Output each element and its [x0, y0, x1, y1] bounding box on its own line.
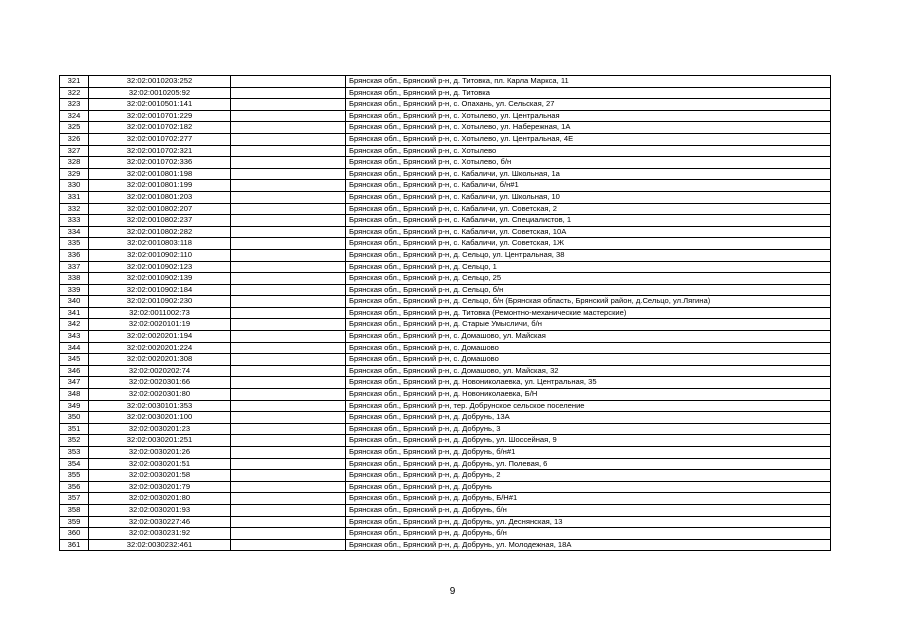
table-row: [60, 447, 831, 459]
row-number-cell: 359: [60, 516, 89, 528]
table-row: [60, 342, 831, 354]
row-number-cell: 335: [60, 238, 89, 250]
empty-cell: [231, 215, 346, 227]
empty-cell: [231, 249, 346, 261]
row-number-cell: 353: [60, 447, 89, 459]
address-cell: Брянская обл., Брянский р-н, с. Опахань, ул. Сельская, 27: [346, 99, 831, 111]
empty-cell: [231, 261, 346, 273]
address-cell: Брянская обл., Брянский р-н, с. Кабаличи, ул. Специалистов, 1: [346, 215, 831, 227]
table-row: [60, 203, 831, 215]
table-row: [60, 133, 831, 145]
table-row: [60, 412, 831, 424]
table-row: [60, 539, 831, 551]
empty-cell: [231, 412, 346, 424]
cadastral-number-cell: 32:02:0010702:182: [89, 122, 231, 134]
property-register-table: [59, 75, 831, 551]
empty-cell: [231, 238, 346, 250]
table-row: [60, 76, 831, 88]
cadastral-number-cell: 32:02:0010802:237: [89, 215, 231, 227]
cadastral-number-cell: 32:02:0030231:92: [89, 528, 231, 540]
cadastral-number-cell: 32:02:0030201:26: [89, 447, 231, 459]
empty-cell: [231, 87, 346, 99]
row-number-cell: 348: [60, 389, 89, 401]
cadastral-number-cell: 32:02:0011002:73: [89, 307, 231, 319]
address-cell: Брянская обл., Брянский р-н, с. Домашово, ул. Майская: [346, 331, 831, 343]
address-cell: Брянская обл., Брянский р-н, д. Сельцо, 25: [346, 273, 831, 285]
cadastral-number-cell: 32:02:0020301:66: [89, 377, 231, 389]
address-cell: Брянская обл., Брянский р-н, д. Добрунь: [346, 481, 831, 493]
row-number-cell: 347: [60, 377, 89, 389]
table-row: [60, 504, 831, 516]
table-row: [60, 331, 831, 343]
cadastral-number-cell: 32:02:0010801:199: [89, 180, 231, 192]
cadastral-number-cell: 32:02:0020201:308: [89, 354, 231, 366]
row-number-cell: 344: [60, 342, 89, 354]
empty-cell: [231, 122, 346, 134]
row-number-cell: 331: [60, 191, 89, 203]
cadastral-number-cell: 32:02:0010801:203: [89, 191, 231, 203]
address-cell: Брянская обл., Брянский р-н, с. Кабаличи, ул. Советская, 1Ж: [346, 238, 831, 250]
row-number-cell: 322: [60, 87, 89, 99]
address-cell: Брянская обл., Брянский р-н, с. Хотылево, б/н: [346, 157, 831, 169]
row-number-cell: 325: [60, 122, 89, 134]
row-number-cell: 355: [60, 470, 89, 482]
empty-cell: [231, 307, 346, 319]
row-number-cell: 356: [60, 481, 89, 493]
row-number-cell: 345: [60, 354, 89, 366]
empty-cell: [231, 331, 346, 343]
cadastral-number-cell: 32:02:0030201:51: [89, 458, 231, 470]
table-row: [60, 238, 831, 250]
address-cell: Брянская обл., Брянский р-н, д. Добрунь, ул. Шоссейная, 9: [346, 435, 831, 447]
cadastral-number-cell: 32:02:0010902:110: [89, 249, 231, 261]
address-cell: Брянская обл., Брянский р-н, с. Хотылево, ул. Центральная: [346, 110, 831, 122]
cadastral-number-cell: 32:02:0010802:207: [89, 203, 231, 215]
address-cell: Брянская обл., Брянский р-н, д. Добрунь, 13А: [346, 412, 831, 424]
row-number-cell: 328: [60, 157, 89, 169]
empty-cell: [231, 203, 346, 215]
cadastral-number-cell: 32:02:0010902:123: [89, 261, 231, 273]
address-cell: Брянская обл., Брянский р-н, д. Старые Умысличи, б/н: [346, 319, 831, 331]
row-number-cell: 323: [60, 99, 89, 111]
address-cell: Брянская обл., Брянский р-н, д. Добрунь, 2: [346, 470, 831, 482]
table-row: [60, 180, 831, 192]
empty-cell: [231, 110, 346, 122]
empty-cell: [231, 296, 346, 308]
table-row: [60, 481, 831, 493]
table-row: [60, 365, 831, 377]
row-number-cell: 326: [60, 133, 89, 145]
address-cell: Брянская обл., Брянский р-н, д. Сельцо, б/н (Брянская область, Брянский район, д.Сельцо, ул.Лягина): [346, 296, 831, 308]
cadastral-number-cell: 32:02:0020201:224: [89, 342, 231, 354]
address-cell: Брянская обл., Брянский р-н, тер. Добрунское сельское поселение: [346, 400, 831, 412]
address-cell: Брянская обл., Брянский р-н, д. Титовка (Ремонтно-механические мастерские): [346, 307, 831, 319]
cadastral-number-cell: 32:02:0030101:353: [89, 400, 231, 412]
table-row: [60, 168, 831, 180]
empty-cell: [231, 157, 346, 169]
row-number-cell: 354: [60, 458, 89, 470]
empty-cell: [231, 76, 346, 88]
row-number-cell: 339: [60, 284, 89, 296]
table-row: [60, 458, 831, 470]
cadastral-number-cell: 32:02:0030201:79: [89, 481, 231, 493]
empty-cell: [231, 273, 346, 285]
cadastral-number-cell: 32:02:0030201:251: [89, 435, 231, 447]
address-cell: Брянская обл., Брянский р-н, с. Домашово: [346, 354, 831, 366]
cadastral-number-cell: 32:02:0020202:74: [89, 365, 231, 377]
table-row: [60, 226, 831, 238]
row-number-cell: 338: [60, 273, 89, 285]
address-cell: Брянская обл., Брянский р-н, д. Добрунь, б/н#1: [346, 447, 831, 459]
address-cell: Брянская обл., Брянский р-н, с. Домашово: [346, 342, 831, 354]
row-number-cell: 332: [60, 203, 89, 215]
register-table-body: [60, 76, 831, 551]
address-cell: Брянская обл., Брянский р-н, с. Кабаличи, ул. Советская, 10А: [346, 226, 831, 238]
address-cell: Брянская обл., Брянский р-н, д. Добрунь, б/н: [346, 504, 831, 516]
page-number: 9: [449, 586, 456, 597]
empty-cell: [231, 504, 346, 516]
empty-cell: [231, 342, 346, 354]
address-cell: Брянская обл., Брянский р-н, с. Хотылево, ул. Набережная, 1А: [346, 122, 831, 134]
cadastral-number-cell: 32:02:0020201:194: [89, 331, 231, 343]
row-number-cell: 357: [60, 493, 89, 505]
row-number-cell: 351: [60, 423, 89, 435]
cadastral-number-cell: 32:02:0010702:277: [89, 133, 231, 145]
empty-cell: [231, 226, 346, 238]
address-cell: Брянская обл., Брянский р-н, д. Титовка: [346, 87, 831, 99]
cadastral-number-cell: 32:02:0020301:80: [89, 389, 231, 401]
row-number-cell: 333: [60, 215, 89, 227]
empty-cell: [231, 99, 346, 111]
row-number-cell: 352: [60, 435, 89, 447]
empty-cell: [231, 493, 346, 505]
cadastral-number-cell: 32:02:0010902:139: [89, 273, 231, 285]
empty-cell: [231, 180, 346, 192]
empty-cell: [231, 365, 346, 377]
row-number-cell: 321: [60, 76, 89, 88]
cadastral-number-cell: 32:02:0010501:141: [89, 99, 231, 111]
address-cell: Брянская обл., Брянский р-н, с. Хотылево, ул. Центральная, 4Е: [346, 133, 831, 145]
table-row: [60, 377, 831, 389]
address-cell: Брянская обл., Брянский р-н, д. Добрунь, ул. Полевая, 6: [346, 458, 831, 470]
cadastral-number-cell: 32:02:0010801:198: [89, 168, 231, 180]
address-cell: Брянская обл., Брянский р-н, с. Кабаличи, ул. Школьная, 10: [346, 191, 831, 203]
row-number-cell: 327: [60, 145, 89, 157]
empty-cell: [231, 377, 346, 389]
address-cell: Брянская обл., Брянский р-н, д. Сельцо, 1: [346, 261, 831, 273]
cadastral-number-cell: 32:02:0010203:252: [89, 76, 231, 88]
address-cell: Брянская обл., Брянский р-н, с. Хотылево: [346, 145, 831, 157]
cadastral-number-cell: 32:02:0010802:282: [89, 226, 231, 238]
table-row: [60, 400, 831, 412]
empty-cell: [231, 539, 346, 551]
cadastral-number-cell: 32:02:0030201:100: [89, 412, 231, 424]
empty-cell: [231, 354, 346, 366]
row-number-cell: 343: [60, 331, 89, 343]
empty-cell: [231, 389, 346, 401]
empty-cell: [231, 191, 346, 203]
row-number-cell: 341: [60, 307, 89, 319]
address-cell: Брянская обл., Брянский р-н, д. Добрунь, ул. Молодежная, 18А: [346, 539, 831, 551]
row-number-cell: 334: [60, 226, 89, 238]
table-row: [60, 319, 831, 331]
address-cell: Брянская обл., Брянский р-н, д. Добрунь, б/н: [346, 528, 831, 540]
row-number-cell: 340: [60, 296, 89, 308]
empty-cell: [231, 516, 346, 528]
empty-cell: [231, 481, 346, 493]
empty-cell: [231, 168, 346, 180]
empty-cell: [231, 423, 346, 435]
empty-cell: [231, 284, 346, 296]
address-cell: Брянская обл., Брянский р-н, с. Кабаличи, б/н#1: [346, 180, 831, 192]
row-number-cell: 346: [60, 365, 89, 377]
row-number-cell: 360: [60, 528, 89, 540]
table-row: [60, 273, 831, 285]
empty-cell: [231, 435, 346, 447]
empty-cell: [231, 528, 346, 540]
cadastral-number-cell: 32:02:0030201:93: [89, 504, 231, 516]
cadastral-number-cell: 32:02:0010803:118: [89, 238, 231, 250]
table-row: [60, 307, 831, 319]
table-row: [60, 87, 831, 99]
cadastral-number-cell: 32:02:0010701:229: [89, 110, 231, 122]
address-cell: Брянская обл., Брянский р-н, с. Домашово, ул. Майская, 32: [346, 365, 831, 377]
cadastral-number-cell: 32:02:0010902:184: [89, 284, 231, 296]
address-cell: Брянская обл., Брянский р-н, д. Новониколаевка, Б/Н: [346, 389, 831, 401]
row-number-cell: 330: [60, 180, 89, 192]
row-number-cell: 342: [60, 319, 89, 331]
address-cell: Брянская обл., Брянский р-н, с. Кабаличи, ул. Школьная, 1а: [346, 168, 831, 180]
address-cell: Брянская обл., Брянский р-н, д. Сельцо, ул. Центральная, 38: [346, 249, 831, 261]
table-row: [60, 435, 831, 447]
table-row: [60, 122, 831, 134]
cadastral-number-cell: 32:02:0010205:92: [89, 87, 231, 99]
table-row: [60, 493, 831, 505]
row-number-cell: 361: [60, 539, 89, 551]
table-row: [60, 157, 831, 169]
table-row: [60, 296, 831, 308]
row-number-cell: 324: [60, 110, 89, 122]
empty-cell: [231, 400, 346, 412]
cadastral-number-cell: 32:02:0010702:336: [89, 157, 231, 169]
row-number-cell: 337: [60, 261, 89, 273]
cadastral-number-cell: 32:02:0020101:19: [89, 319, 231, 331]
empty-cell: [231, 133, 346, 145]
table-row: [60, 215, 831, 227]
table-row: [60, 389, 831, 401]
table-row: [60, 423, 831, 435]
address-cell: Брянская обл., Брянский р-н, д. Титовка, пл. Карла Маркса, 11: [346, 76, 831, 88]
cadastral-number-cell: 32:02:0030227:46: [89, 516, 231, 528]
row-number-cell: 336: [60, 249, 89, 261]
table-row: [60, 470, 831, 482]
cadastral-number-cell: 32:02:0030201:58: [89, 470, 231, 482]
address-cell: Брянская обл., Брянский р-н, д. Добрунь, Б/Н#1: [346, 493, 831, 505]
row-number-cell: 349: [60, 400, 89, 412]
cadastral-number-cell: 32:02:0030201:80: [89, 493, 231, 505]
table-row: [60, 284, 831, 296]
table-row: [60, 249, 831, 261]
empty-cell: [231, 470, 346, 482]
table-row: [60, 528, 831, 540]
cadastral-number-cell: 32:02:0030201:23: [89, 423, 231, 435]
empty-cell: [231, 458, 346, 470]
address-cell: Брянская обл., Брянский р-н, д. Добрунь, ул. Деснянская, 13: [346, 516, 831, 528]
address-cell: Брянская обл., Брянский р-н, с. Кабаличи, ул. Советская, 2: [346, 203, 831, 215]
address-cell: Брянская обл., Брянский р-н, д. Добрунь, 3: [346, 423, 831, 435]
row-number-cell: 358: [60, 504, 89, 516]
empty-cell: [231, 447, 346, 459]
row-number-cell: 329: [60, 168, 89, 180]
row-number-cell: 350: [60, 412, 89, 424]
table-row: [60, 354, 831, 366]
address-cell: Брянская обл., Брянский р-н, д. Новониколаевка, ул. Центральная, 35: [346, 377, 831, 389]
table-row: [60, 145, 831, 157]
empty-cell: [231, 145, 346, 157]
cadastral-number-cell: 32:02:0030232:461: [89, 539, 231, 551]
address-cell: Брянская обл., Брянский р-н, д. Сельцо, б/н: [346, 284, 831, 296]
table-row: [60, 191, 831, 203]
cadastral-number-cell: 32:02:0010902:230: [89, 296, 231, 308]
cadastral-number-cell: 32:02:0010702:321: [89, 145, 231, 157]
table-row: [60, 99, 831, 111]
empty-cell: [231, 319, 346, 331]
table-row: [60, 110, 831, 122]
table-row: [60, 516, 831, 528]
table-row: [60, 261, 831, 273]
